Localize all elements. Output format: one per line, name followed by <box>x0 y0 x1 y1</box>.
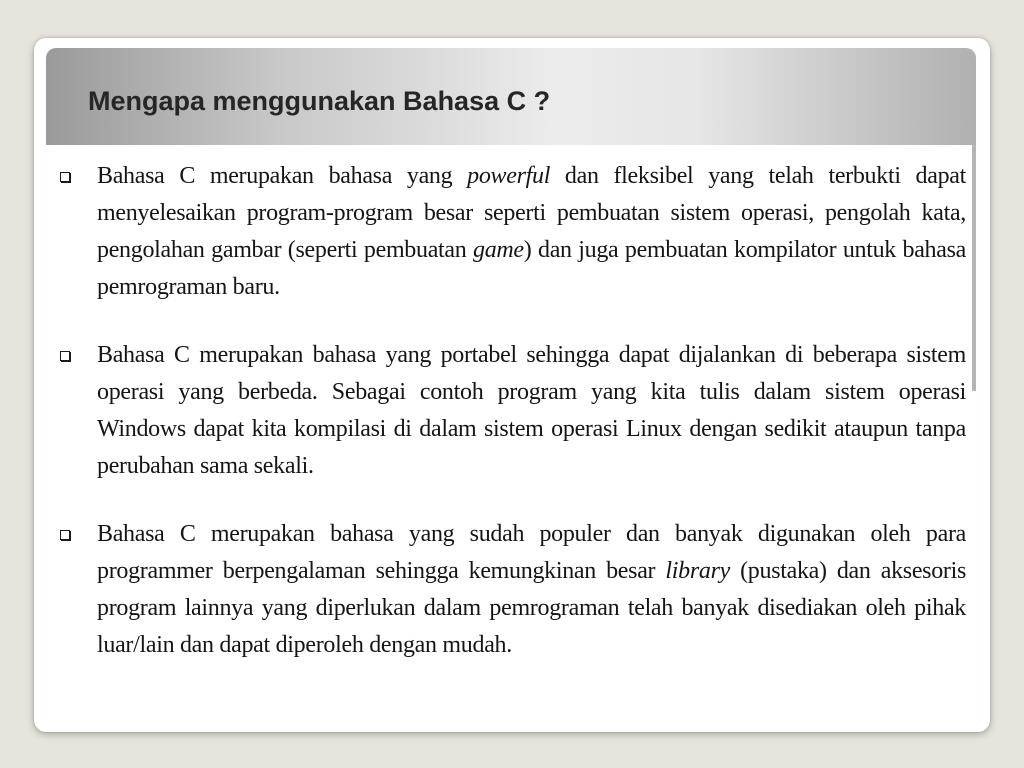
slide-frame <box>34 38 990 732</box>
bullet-text-italic: library <box>665 558 730 584</box>
bullet-text-italic: game <box>473 237 524 263</box>
bullet-item <box>56 337 966 485</box>
bullet-text-part: Bahasa C merupakan bahasa yang <box>97 163 468 189</box>
title-bar-edge <box>972 145 976 391</box>
square-bullet-icon <box>60 530 70 540</box>
bullet-text-part: Bahasa C merupakan bahasa yang sudah populer dan banyak digunakan oleh para programmer berpengalaman sehingga kemungkinan besar <box>97 521 966 584</box>
bullet-text-part: (pustaka) dan aksesoris program lainnya yang diperlukan dalam pemrograman telah banyak disediakan oleh pihak luar/lain dan dapat diperoleh dengan mudah. <box>97 558 967 658</box>
square-bullet-icon <box>60 172 70 182</box>
bullet-text-italic: powerful <box>467 163 551 189</box>
bullet-text-part: dan fleksibel yang telah terbukti dapat menyelesaikan program-program besar seperti pembuatan sistem operasi, pengolah kata, pengolahan gambar (seperti pembuatan <box>97 163 966 263</box>
slide-title: Mengapa menggunakan Bahasa C ? <box>88 86 551 116</box>
bullet-text-part: ) dan juga pembuatan kompilator untuk bahasa pemrograman baru. <box>97 237 967 300</box>
bullet-item <box>56 516 966 664</box>
square-bullet-icon <box>60 351 70 361</box>
bullet-list <box>56 158 966 695</box>
bullet-text-part: Bahasa C merupakan bahasa yang portabel sehingga dapat dijalankan di beberapa sistem operasi yang berbeda. Sebagai contoh program yang kita tulis dalam sistem operasi Windows dapat kita kompilasi di dalam sistem operasi Linux dengan sedikit ataupun tanpa perubahan sama sekali. <box>97 342 966 479</box>
bullet-item <box>56 158 966 306</box>
